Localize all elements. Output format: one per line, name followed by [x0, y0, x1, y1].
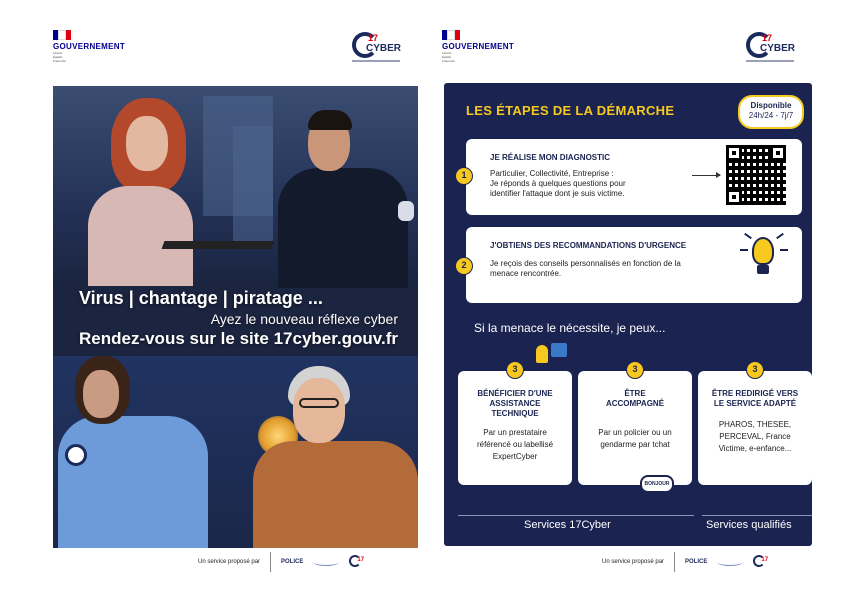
poster-page	[43, 18, 418, 580]
option-accompany-card	[578, 364, 692, 487]
poster-footer	[198, 548, 369, 576]
gov-motto-1: Liberté	[442, 51, 452, 55]
footer-17cyber-icon: 17	[349, 555, 369, 569]
option-2-heading-1: ÊTRE	[624, 389, 646, 398]
step-1-card	[461, 139, 802, 215]
arrow-right-icon	[692, 175, 720, 176]
support-illustration-icon	[536, 341, 568, 365]
logo-number: 17	[762, 33, 773, 43]
logo-tagline	[352, 60, 400, 62]
option-1-heading-2: ASSISTANCE	[489, 399, 541, 408]
step-1-line-1: Particulier, Collectivité, Entreprise :	[490, 169, 614, 178]
option-1-heading-3: TECHNIQUE	[491, 409, 539, 418]
poster-slogan	[53, 286, 418, 356]
option-1-line-1: Par un prestataire	[483, 428, 547, 437]
poster-photo-collage	[53, 86, 418, 548]
gendarmerie-badge-icon	[65, 444, 87, 466]
gov-motto-2: Égalité	[53, 55, 63, 59]
step-1-line-2: Je réponds à quelques questions pour	[490, 179, 626, 188]
footer-proposed: Un service proposé par	[602, 558, 665, 565]
gov-title: GOUVERNEMENT	[442, 42, 515, 51]
french-flag-icon	[53, 30, 71, 40]
option-3-line-1: PHAROS, THESEE,	[718, 420, 792, 429]
17cyber-logo	[352, 32, 400, 66]
step-2-number: 2	[455, 257, 473, 275]
slogan-line-2: Ayez le nouveau réflexe cyber	[210, 311, 398, 327]
logo-tagline	[746, 60, 794, 62]
steps-page	[432, 18, 812, 580]
steps-title: LES ÉTAPES DE LA DÉMARCHE	[466, 103, 675, 118]
services-17cyber-label: Services 17Cyber	[524, 519, 611, 531]
government-logo	[442, 30, 514, 63]
option-3-number: 3	[746, 361, 764, 379]
option-1-number: 3	[506, 361, 524, 379]
logo-word: CYBER	[760, 43, 796, 54]
option-3-line-2: PERCEVAL, France	[719, 432, 791, 441]
slogan-line-3: Rendez-vous sur le site 17cyber.gouv.fr	[78, 329, 398, 348]
option-2-heading-2: ACCOMPAGNÉ	[605, 399, 665, 408]
gendarmerie-logo-icon	[313, 558, 339, 566]
option-2-line-2: gendarme par tchat	[600, 440, 670, 449]
option-1-line-3: ExpertCyber	[492, 452, 538, 461]
gov-motto-3: Fraternité	[442, 59, 455, 63]
slogan-line-1: Virus | chantage | piratage ...	[79, 288, 323, 308]
option-redirect-card	[698, 364, 812, 485]
logo-word: CYBER	[366, 43, 402, 54]
government-logo	[53, 30, 125, 63]
step-2-line-2: menace rencontrée.	[490, 269, 562, 278]
option-assistance-card	[458, 364, 572, 485]
gov-motto-1: Liberté	[53, 51, 63, 55]
option-1-line-2: référencé ou labellisé	[476, 440, 554, 449]
steps-footer	[602, 548, 773, 576]
availability-line-2: 24h/24 - 7j/7	[748, 111, 794, 120]
logo-number: 17	[368, 33, 379, 43]
divider-left	[458, 515, 694, 516]
footer-police: POLICE	[685, 559, 708, 565]
option-3-heading-2: LE SERVICE ADAPTÉ	[713, 399, 797, 408]
french-flag-icon	[442, 30, 460, 40]
lightbulb-icon	[752, 237, 774, 265]
step-2-line-1: Je reçois des conseils personnalisés en fonction de la	[490, 259, 681, 268]
option-3-line-3: Victime, e-enfance...	[718, 444, 792, 453]
police-badge-icon	[398, 201, 414, 221]
chat-bubble-icon: BONJOUR	[640, 475, 674, 493]
option-3-heading-1: ÊTRE REDIRIGÉ VERS	[711, 389, 799, 398]
footer-17cyber-icon: 17	[753, 555, 773, 569]
footer-police: POLICE	[281, 559, 304, 565]
option-2-line-1: Par un policier ou un	[598, 428, 672, 437]
photo-bottom	[53, 356, 418, 548]
option-1-heading-1: BÉNÉFICIER D'UNE	[477, 389, 553, 398]
step-1-number: 1	[455, 167, 473, 185]
step-1-line-3: identifier l'attaque dont je suis victime.	[490, 189, 625, 198]
gov-title: GOUVERNEMENT	[53, 42, 126, 51]
gov-motto-2: Égalité	[442, 55, 452, 59]
services-qualified-label: Services qualifiés	[706, 519, 792, 531]
gov-motto-3: Fraternité	[53, 59, 66, 63]
step-2-heading: J'OBTIENS DES RECOMMANDATIONS D'URGENCE	[490, 241, 687, 250]
threat-intro: Si la menace le nécessite, je peux...	[474, 321, 666, 335]
availability-badge	[738, 95, 804, 129]
17cyber-logo	[746, 32, 794, 66]
step-1-heading: JE RÉALISE MON DIAGNOSTIC	[490, 153, 611, 162]
step-2-card	[461, 227, 802, 303]
steps-panel	[444, 83, 812, 546]
gendarmerie-logo-icon	[717, 558, 743, 566]
divider-right	[702, 515, 812, 516]
footer-proposed: Un service proposé par	[198, 558, 261, 565]
qr-code-icon[interactable]	[726, 145, 786, 205]
photo-top	[53, 86, 418, 286]
availability-line-1: Disponible	[750, 101, 792, 110]
option-2-number: 3	[626, 361, 644, 379]
